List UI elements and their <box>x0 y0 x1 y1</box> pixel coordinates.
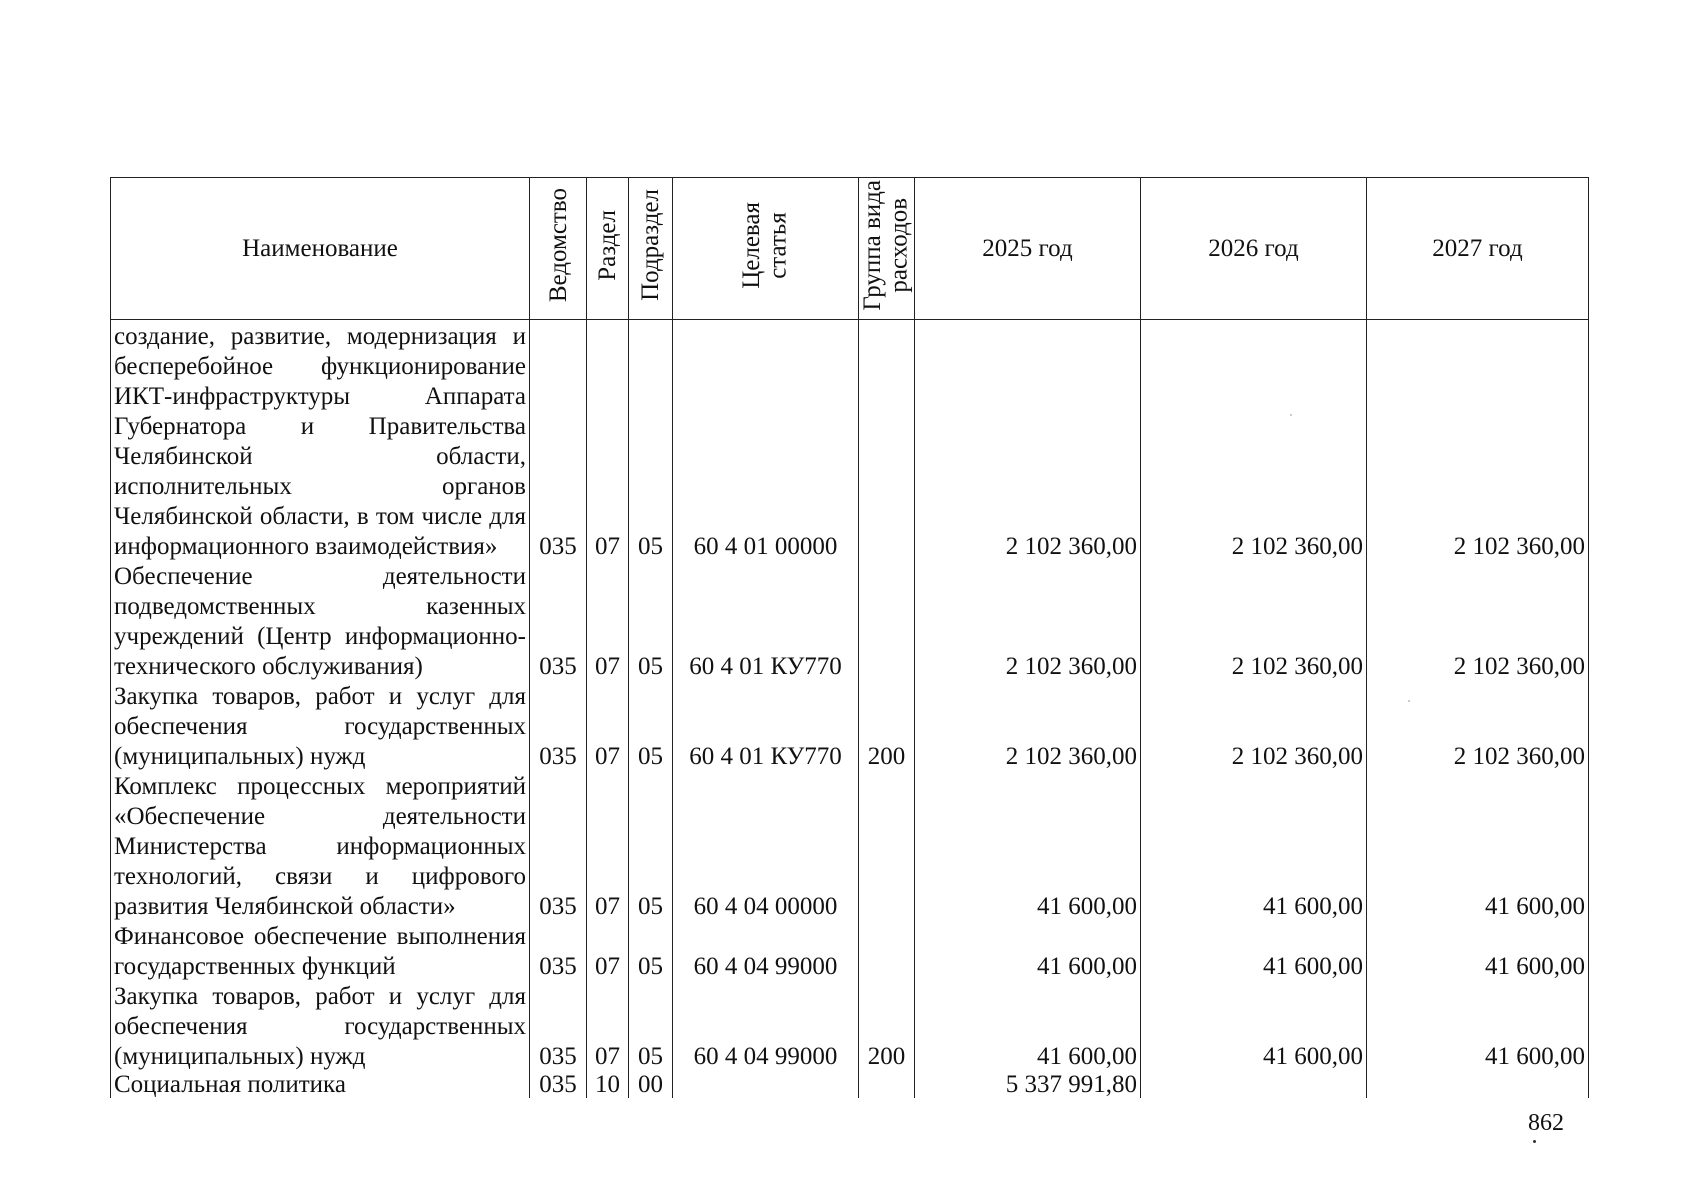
header-razdel <box>587 178 629 320</box>
cell-razdel: 07 <box>587 320 629 563</box>
cell-razdel: 07 <box>587 922 629 982</box>
cell-2026: 2 102 360,00 <box>1141 562 1367 682</box>
cell-2026: 41 600,00 <box>1141 772 1367 922</box>
cell-razdel: 07 <box>587 562 629 682</box>
cell-2025: 2 102 360,00 <box>915 682 1141 772</box>
header-2027-label: 2027 год <box>1432 234 1523 262</box>
table-row <box>111 562 1589 682</box>
header-razdel-label: Раздел <box>594 209 621 281</box>
cell-2026: 2 102 360,00 <box>1141 682 1367 772</box>
header-2026 <box>1141 178 1367 320</box>
cell-vedomstvo: 035 <box>530 1072 587 1098</box>
cell-name: Социальная политика <box>111 1072 530 1098</box>
header-2027 <box>1367 178 1589 320</box>
cell-celevaya: 60 4 04 99000 <box>673 922 859 982</box>
cell-vedomstvo: 035 <box>530 682 587 772</box>
scan-speck <box>1408 700 1410 702</box>
cell-gruppa <box>859 1072 915 1098</box>
cell-2025: 5 337 991,80 <box>915 1072 1141 1098</box>
header-podrazdel <box>629 178 673 320</box>
cell-2027: 41 600,00 <box>1367 982 1589 1072</box>
cell-gruppa: 200 <box>859 682 915 772</box>
cell-celevaya: 60 4 01 00000 <box>673 320 859 563</box>
cell-name: Финансовое обеспечение выполнения государственных функций <box>111 922 530 982</box>
page-number-dot <box>1533 1140 1536 1143</box>
header-vedomstvo-label: Ведомство <box>544 187 572 303</box>
cell-2027: 2 102 360,00 <box>1367 320 1589 563</box>
cell-2026: 41 600,00 <box>1141 922 1367 982</box>
cell-vedomstvo: 035 <box>530 982 587 1072</box>
page-number: 862 <box>1528 1110 1564 1136</box>
cell-gruppa <box>859 320 915 563</box>
header-celevaya-label: Целевая статья <box>738 201 792 289</box>
cell-razdel: 07 <box>587 772 629 922</box>
header-2026-label: 2026 год <box>1208 234 1299 262</box>
header-row <box>111 178 1589 320</box>
cell-podrazdel: 05 <box>629 922 673 982</box>
cell-celevaya: 60 4 04 99000 <box>673 982 859 1072</box>
cell-gruppa <box>859 922 915 982</box>
header-2025 <box>915 178 1141 320</box>
cell-name: создание, развитие, модернизация и бесперебойное функционирование ИКТ-инфраструктуры Аппарата Губернатора и Правительства Челябинской области, исполнительных органов Челябинской области, в том числе для информационного взаимодействия» <box>111 320 530 563</box>
cell-2027: 2 102 360,00 <box>1367 562 1589 682</box>
header-name <box>111 178 530 320</box>
header-name-label: Наименование <box>242 234 398 262</box>
table-row <box>111 772 1589 922</box>
cell-podrazdel: 00 <box>629 1072 673 1098</box>
cell-2026 <box>1141 1072 1367 1098</box>
cell-razdel: 07 <box>587 682 629 772</box>
cell-podrazdel: 05 <box>629 320 673 563</box>
table-header <box>111 178 1589 320</box>
table-row <box>111 682 1589 772</box>
header-gruppa <box>859 178 915 320</box>
table-row <box>111 1072 1589 1098</box>
cell-vedomstvo: 035 <box>530 320 587 563</box>
cell-podrazdel: 05 <box>629 772 673 922</box>
header-vedomstvo <box>530 178 587 320</box>
cell-2025: 41 600,00 <box>915 982 1141 1072</box>
table-row <box>111 320 1589 563</box>
header-gruppa-label: Группа вида расходов <box>859 179 913 311</box>
cell-name: Комплекс процессных мероприятий «Обеспечение деятельности Министерства информационных технологий, связи и цифрового развития Челябинской области» <box>111 772 530 922</box>
cell-gruppa <box>859 562 915 682</box>
cell-celevaya: 60 4 01 КУ770 <box>673 682 859 772</box>
cell-celevaya: 60 4 01 КУ770 <box>673 562 859 682</box>
cell-razdel: 10 <box>587 1072 629 1098</box>
cell-2026: 2 102 360,00 <box>1141 320 1367 563</box>
cell-2027: 41 600,00 <box>1367 772 1589 922</box>
scan-speck <box>1290 414 1292 416</box>
cell-2027 <box>1367 1072 1589 1098</box>
cell-vedomstvo: 035 <box>530 922 587 982</box>
table-body <box>111 320 1589 1099</box>
header-celevaya <box>673 178 859 320</box>
cell-2026: 41 600,00 <box>1141 982 1367 1072</box>
cell-celevaya: 60 4 04 00000 <box>673 772 859 922</box>
cell-gruppa <box>859 772 915 922</box>
table-row <box>111 922 1589 982</box>
cell-name: Закупка товаров, работ и услуг для обеспечения государственных (муниципальных) нужд <box>111 982 530 1072</box>
cell-2027: 2 102 360,00 <box>1367 682 1589 772</box>
cell-name: Обеспечение деятельности подведомственных казенных учреждений (Центр информационно-технического обслуживания) <box>111 562 530 682</box>
cell-2025: 2 102 360,00 <box>915 562 1141 682</box>
cell-vedomstvo: 035 <box>530 772 587 922</box>
header-podrazdel-label: Подраздел <box>637 189 664 301</box>
budget-table <box>110 177 1589 1098</box>
cell-2027: 41 600,00 <box>1367 922 1589 982</box>
cell-podrazdel: 05 <box>629 982 673 1072</box>
cell-podrazdel: 05 <box>629 562 673 682</box>
cell-2025: 2 102 360,00 <box>915 320 1141 563</box>
header-2025-label: 2025 год <box>982 234 1073 262</box>
cell-gruppa: 200 <box>859 982 915 1072</box>
cell-podrazdel: 05 <box>629 682 673 772</box>
cell-razdel: 07 <box>587 982 629 1072</box>
cell-celevaya <box>673 1072 859 1098</box>
table-row <box>111 982 1589 1072</box>
cell-name: Закупка товаров, работ и услуг для обеспечения государственных (муниципальных) нужд <box>111 682 530 772</box>
cell-2025: 41 600,00 <box>915 772 1141 922</box>
cell-vedomstvo: 035 <box>530 562 587 682</box>
cell-2025: 41 600,00 <box>915 922 1141 982</box>
